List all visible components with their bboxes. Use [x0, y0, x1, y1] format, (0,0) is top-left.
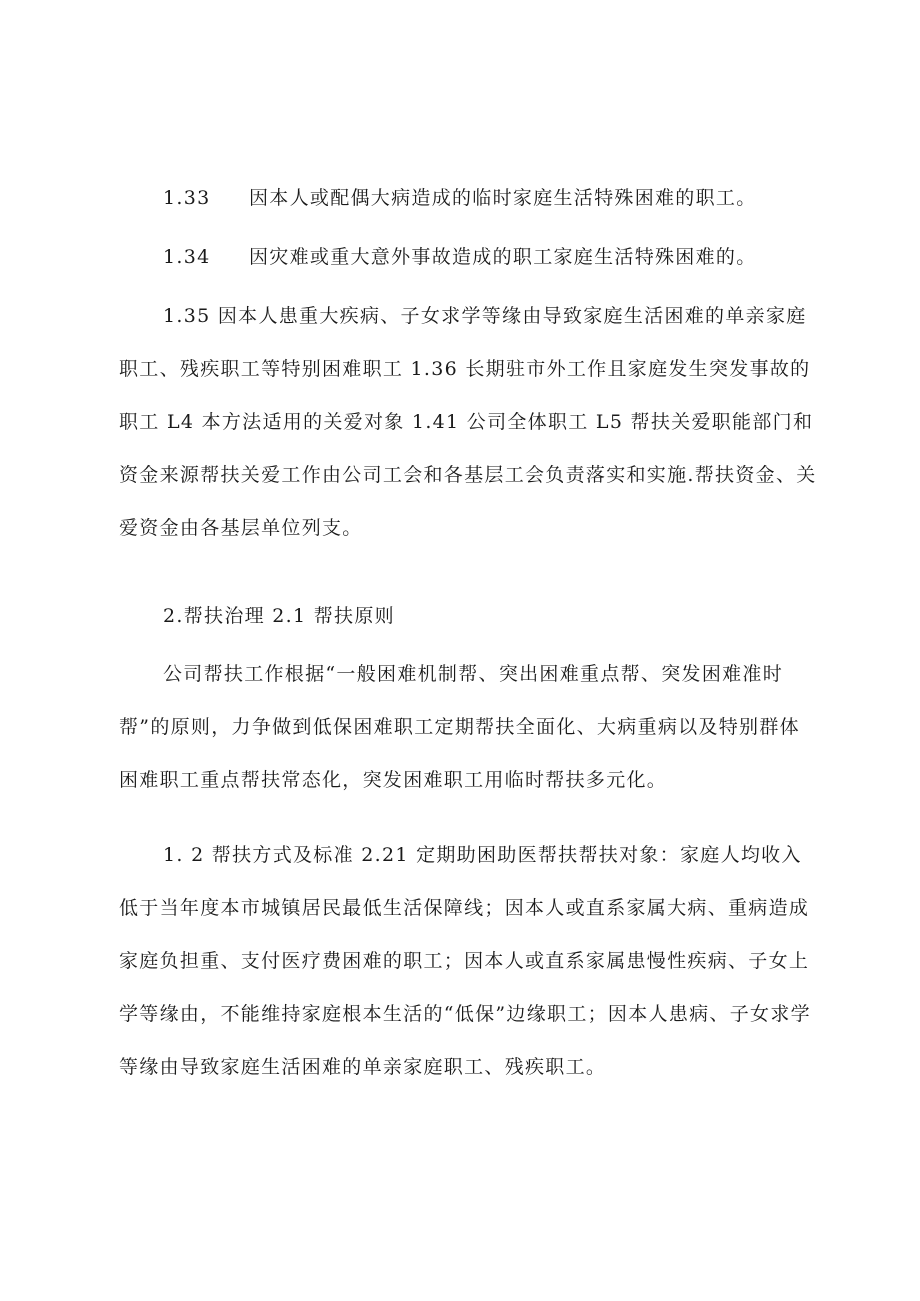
paragraph-1-35: 1.35 因本人患重大疾病、子女求学等缘由导致家庭生活困难的单亲家庭职工、残疾职工等特别困难职工 1.36 长期驻市外工作且家庭发生突发事故的职工 L4 本方法适用的关爱对象 1.41 公司全体职工 L5 帮扶关爱职能部门和资金来源帮扶关爱工作由公司工会和各基层工会负责落实和实施.帮扶资金、关爱资金由各基层单位列支。 [119, 305, 817, 539]
numbered-item-1-33 [163, 172, 757, 225]
paragraph-principle: 公司帮扶工作根据“一般困难机制帮、突出困难重点帮、突发困难准时帮”的原则，力争做到低保困难职工定期帮扶全面化、大病重病以及特别群体困难职工重点帮扶常态化，突发困难职工用临时帮扶多元化。 [119, 663, 800, 791]
item-text: 因本人或配偶大病造成的临时家庭生活特殊困难的职工。 [249, 187, 757, 209]
item-number: 1.34 [163, 246, 211, 268]
item-text: 因灾难或重大意外事故造成的职工家庭生活特殊困难的。 [249, 246, 757, 268]
paragraph-method: 1. 2 帮扶方式及标准 2.21 定期助困助医帮扶帮扶对象：家庭人均收入低于当年度本市城镇居民最低生活保障线；因本人或直系家属大病、重病造成家庭负担重、支付医疗费困难的职工；因本人或直系家属患慢性疾病、子女上学等缘由，不能维持家庭根本生活的“低保”边缘职工；因本人患病、子女求学等缘由导致家庭生活困难的单亲家庭职工、残疾职工。 [119, 844, 811, 1078]
numbered-item-1-34 [163, 231, 757, 284]
section-heading-2: 2.帮扶治理 2.1 帮扶原则 [163, 605, 395, 627]
item-number: 1.33 [163, 187, 211, 209]
